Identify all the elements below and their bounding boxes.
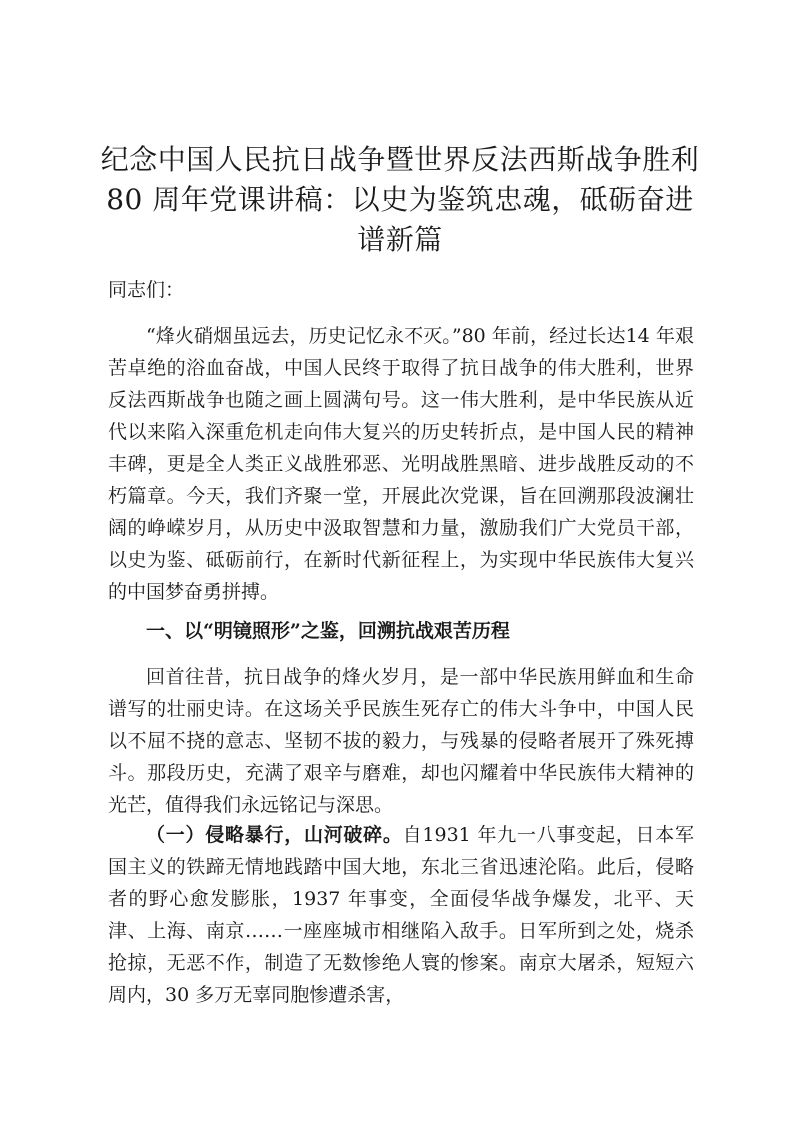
section-intro-paragraph: 回首往昔，抗日战争的烽火岁月，是一部中华民族用鲜血和生命谱写的壮丽史诗。在这场关乎民族生死存亡的伟大斗争中，中国人民以不屈不挠的意志、坚韧不拔的毅力，与残暴的侵略者展开了殊死搏斗。那段历史，充满了艰辛与磨难，却也闪耀着中华民族伟大精神的光芒，值得我们永远铭记与深思。 (108, 666, 694, 816)
intro-paragraph: “烽火硝烟虽远去，历史记忆永不灭。”80 年前，经过长达14 年艰苦卓绝的浴血奋战，中国人民终于取得了抗日战争的伟大胜利，世界反法西斯战争也随之画上圆满句号。这一伟大胜利，是中华民族从近代以来陷入深重危机走向伟大复兴的历史转折点，是中国人民的精神丰碑，更是全人类正义战胜邪恶、光明战胜黑暗、进步战胜反动的不朽篇章。今天，我们齐聚一堂，开展此次党课，旨在回溯那段波澜壮阔的峥嵘岁月，从历史中汲取智慧和力量，激励我们广大党员干部，以史为鉴、砥砺前行，在新时代新征程上，为实现中华民族伟大复兴的中国梦奋勇拼搏。 (108, 325, 694, 603)
document-title: 纪念中国人民抗日战争暨世界反法西斯战争胜利80 周年党课讲稿：以史为鉴筑忠魂，砥砺奋进谱新篇 (100, 143, 700, 256)
subsection-lead: （一）侵略暴行，山河破碎。 (146, 824, 403, 846)
subsection-paragraph (108, 819, 694, 1011)
salutation: 同志们： (108, 279, 185, 301)
subsection-text: 自1931 年九一八事变起，日本军国主义的铁蹄无情地践踏中国大地，东北三省迅速沦陷。此后，侵略者的野心愈发膨胀，1937 年事变，全面侵华战争爆发，北平、天津、上海、南京……一座座城市相继陷入敌手。日军所到之处，烧杀抢掠，无恶不作，制造了无数惨绝人寰的惨案。南京大屠杀，短短六周内，30 多万无辜同胞惨遭杀害， (108, 824, 694, 1006)
section-heading: 一、以“明镜照形”之鉴，回溯抗战艰苦历程 (146, 620, 510, 642)
